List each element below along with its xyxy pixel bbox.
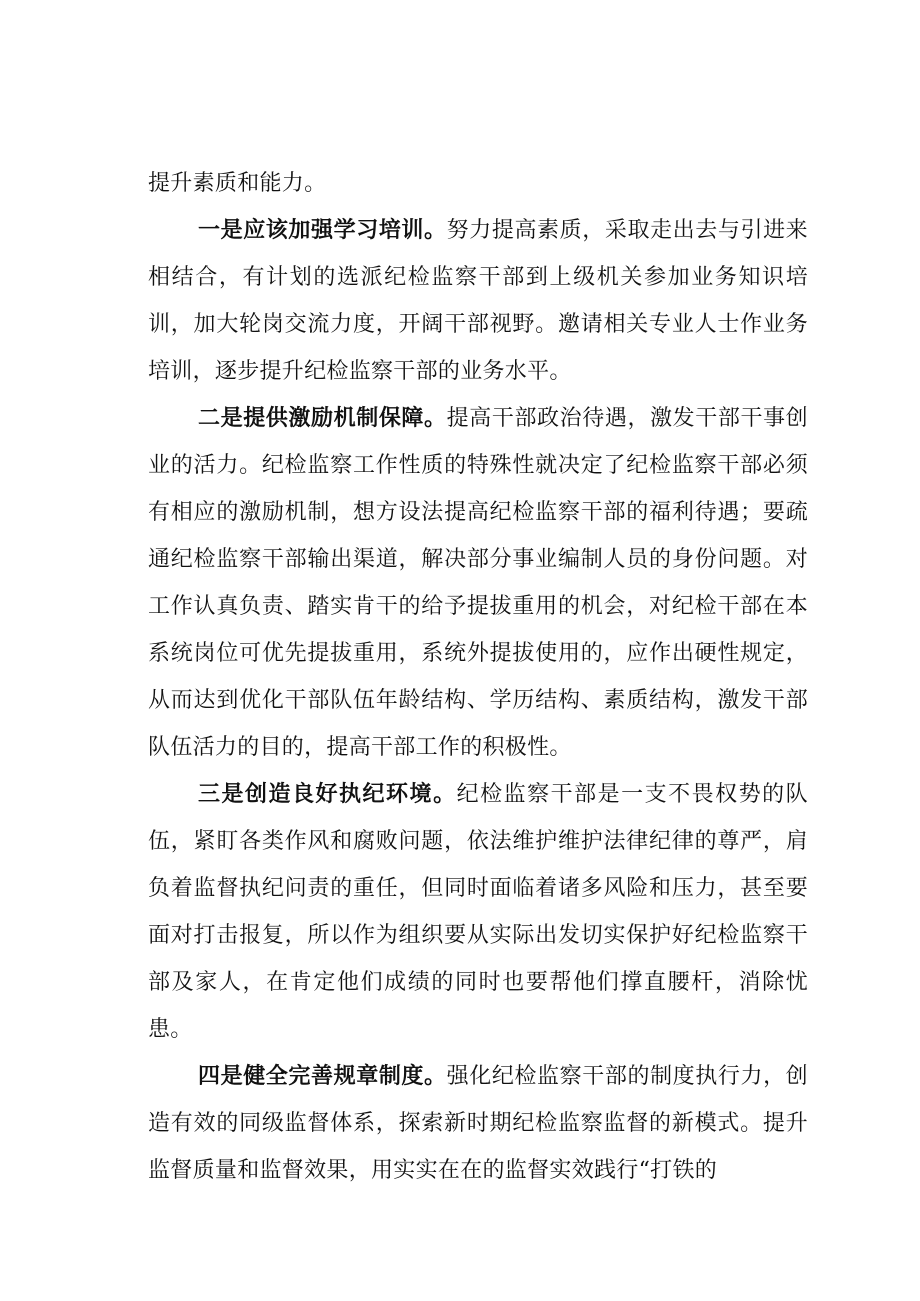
- paragraph-text: 提升素质和能力。: [148, 171, 327, 196]
- paragraph-text: 努力提高素质，采取走出去与引进来相结合，有计划的选派纪检监察干部到上级机关参加业务知识培训，加大轮岗交流力度，开阔干部视野。邀请相关专业人士作业务培训，逐步提升纪检监察干部的业务水平。: [148, 218, 808, 384]
- paragraph-heading: 一是应该加强学习培训。: [198, 218, 447, 243]
- paragraph-continuation: [148, 160, 808, 207]
- paragraph-heading: 三是创造良好执纪环境。: [198, 782, 457, 807]
- paragraph-text: 纪检监察干部是一支不畏权势的队伍，紧盯各类作风和腐败问题，依法维护维护法律纪律的尊严，肩负着监督执纪问责的重任，但同时面临着诸多风险和压力，甚至要面对打击报复，所以作为组织要从实际出发切实保护好纪检监察干部及家人，在肯定他们成绩的同时也要帮他们撑直腰杆，消除忧患。: [148, 782, 808, 1042]
- paragraph-study-training: [148, 207, 808, 395]
- paragraph-discipline-environment: [148, 771, 808, 1053]
- paragraph-rules-system: [148, 1053, 808, 1194]
- paragraph-text: 提高干部政治待遇，激发干部干事创业的活力。纪检监察工作性质的特殊性就决定了纪检监察干部必须有相应的激励机制，想方设法提高纪检监察干部的福利待遇；要疏通纪检监察干部输出渠道，解决部分事业编制人员的身份问题。对工作认真负责、踏实肯干的给予提拔重用的机会，对纪检干部在本系统岗位可优先提拔重用，系统外提拔使用的，应作出硬性规定，从而达到优化干部队伍年龄结构、学历结构、素质结构，激发干部队伍活力的目的，提高干部工作的积极性。: [148, 406, 808, 760]
- paragraph-heading: 二是提供激励机制保障。: [198, 406, 447, 431]
- paragraph-text: 强化纪检监察干部的制度执行力，创造有效的同级监督体系，探索新时期纪检监察监督的新模式。提升监督质量和监督效果，用实实在在的监督实效践行“打铁的: [148, 1064, 808, 1183]
- paragraph-incentive-mechanism: [148, 395, 808, 771]
- paragraph-heading: 四是健全完善规章制度。: [198, 1064, 447, 1089]
- document-body: [148, 160, 808, 1194]
